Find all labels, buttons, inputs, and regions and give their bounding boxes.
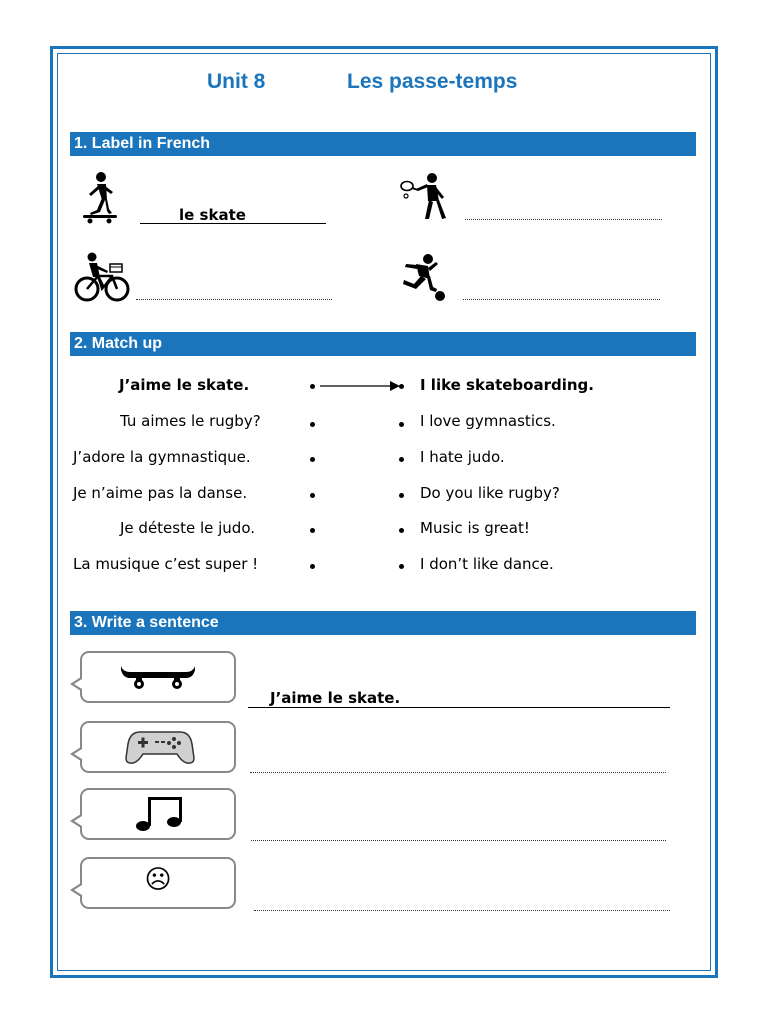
sentence-line-1[interactable] — [248, 707, 670, 708]
answer-line-3[interactable] — [136, 299, 332, 300]
match-point-right-1[interactable] — [399, 384, 404, 389]
unit-label: Unit 8 — [207, 70, 266, 93]
match-point-right-4[interactable] — [399, 493, 404, 498]
sad-face-icon: ☹ — [144, 865, 172, 895]
english-sentence-3: I hate judo. — [420, 448, 505, 466]
page-title — [0, 70, 768, 100]
section-1-heading: 1. Label in French — [70, 132, 696, 156]
match-point-left-4[interactable] — [310, 493, 315, 498]
skateboarder-icon — [78, 170, 120, 224]
sentence-line-3[interactable] — [251, 840, 666, 841]
match-point-right-3[interactable] — [399, 457, 404, 462]
english-sentence-2: I love gymnastics. — [420, 412, 556, 430]
match-point-right-6[interactable] — [399, 564, 404, 569]
french-sentence-6: La musique c’est super ! — [73, 555, 259, 573]
tennis-player-icon — [398, 172, 452, 222]
french-sentence-1: J’aime le skate. — [119, 376, 250, 394]
match-point-left-6[interactable] — [310, 564, 315, 569]
section-2-heading: 2. Match up — [70, 332, 696, 356]
french-sentence-4: Je n’aime pas la danse. — [73, 484, 248, 502]
match-point-left-2[interactable] — [310, 422, 315, 427]
match-point-left-3[interactable] — [310, 457, 315, 462]
english-sentence-4: Do you like rugby? — [420, 484, 560, 502]
match-point-right-5[interactable] — [399, 528, 404, 533]
french-sentence-3: J’adore la gymnastique. — [73, 448, 251, 466]
section-3-heading: 3. Write a sentence — [70, 611, 696, 635]
topic-label: Les passe-temps — [347, 70, 518, 93]
english-sentence-5: Music is great! — [420, 519, 530, 537]
match-arrow — [318, 378, 402, 394]
french-sentence-5: Je déteste le judo. — [120, 519, 256, 537]
sentence-line-4[interactable] — [254, 910, 670, 911]
answer-line-4[interactable] — [463, 299, 660, 300]
game-controller-icon — [124, 728, 196, 766]
english-sentence-6: I don’t like dance. — [420, 555, 554, 573]
match-point-right-2[interactable] — [399, 422, 404, 427]
music-note-icon — [132, 794, 186, 834]
match-point-left-1[interactable] — [310, 384, 315, 389]
answer-text-1: le skate — [179, 206, 246, 224]
answer-line-2[interactable] — [465, 219, 662, 220]
skateboard-icon — [118, 661, 198, 691]
match-point-left-5[interactable] — [310, 528, 315, 533]
french-sentence-2: Tu aimes le rugby? — [120, 412, 261, 430]
english-sentence-1: I like skateboarding. — [420, 376, 594, 394]
sentence-line-2[interactable] — [250, 772, 666, 773]
cyclist-icon — [72, 252, 132, 302]
footballer-icon — [400, 252, 448, 302]
sentence-answer-1: J’aime le skate. — [270, 689, 401, 707]
